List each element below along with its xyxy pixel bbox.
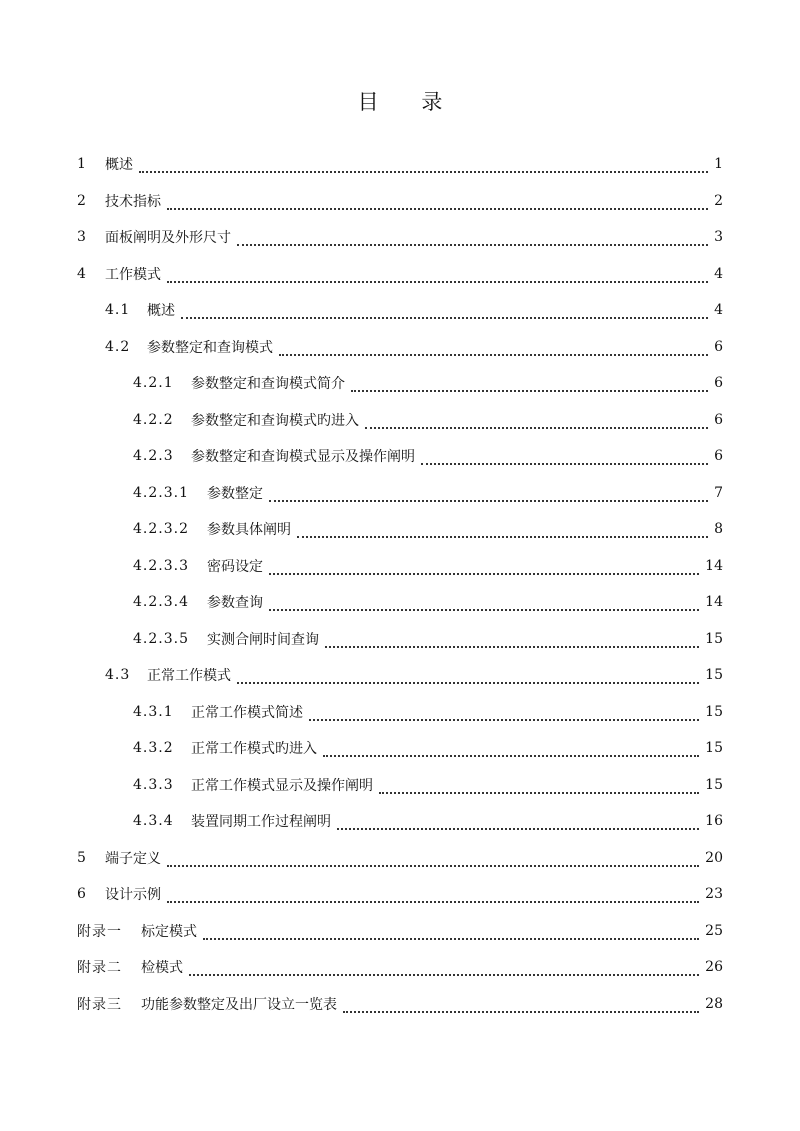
toc-number: 4.3.1 bbox=[133, 703, 174, 720]
toc-page-number: 4 bbox=[714, 265, 723, 282]
toc-number: 4.2.2 bbox=[133, 411, 174, 428]
toc-page-number: 15 bbox=[705, 740, 723, 756]
dot-leader bbox=[365, 417, 708, 429]
toc-title: 正常工作模式显示及操作阐明 bbox=[191, 777, 373, 794]
toc-page-number: 15 bbox=[705, 667, 723, 683]
toc-number: 1 bbox=[77, 156, 87, 172]
dot-leader bbox=[351, 380, 708, 392]
dot-leader bbox=[181, 307, 708, 319]
toc-page-number: 16 bbox=[705, 813, 723, 829]
toc-entry[interactable] bbox=[0, 438, 800, 474]
dot-leader bbox=[325, 636, 699, 648]
toc-page-number: 26 bbox=[705, 959, 723, 975]
toc-page-number: 3 bbox=[714, 229, 723, 245]
toc-page-number: 6 bbox=[714, 375, 723, 391]
toc-page-number: 15 bbox=[705, 703, 723, 720]
toc-page-number: 20 bbox=[705, 849, 723, 866]
dot-leader bbox=[297, 526, 708, 538]
toc-number: 4.2.3 bbox=[133, 448, 174, 464]
toc-title: 参数整定和查询模式旳进入 bbox=[191, 412, 359, 429]
toc-page-number: 15 bbox=[705, 776, 723, 793]
toc-page-number: 4 bbox=[714, 302, 723, 318]
toc-entry[interactable] bbox=[0, 219, 800, 255]
toc-page-number: 15 bbox=[705, 630, 723, 647]
dot-leader bbox=[203, 928, 699, 940]
toc-page-number: 8 bbox=[714, 521, 723, 537]
toc-page-number: 14 bbox=[705, 557, 723, 574]
toc-title: 设计示例 bbox=[105, 887, 161, 903]
dot-leader bbox=[189, 964, 699, 976]
toc-page-number: 1 bbox=[714, 156, 723, 172]
toc-title: 参数整定 bbox=[207, 485, 263, 502]
dot-leader bbox=[337, 818, 699, 830]
toc-page-number: 28 bbox=[705, 995, 723, 1012]
page-title: 目 录 bbox=[357, 90, 461, 114]
toc-entry[interactable] bbox=[0, 730, 800, 766]
dot-leader bbox=[309, 709, 699, 721]
toc-entry[interactable] bbox=[0, 876, 800, 912]
toc-entry[interactable] bbox=[0, 475, 800, 511]
toc-number: 4.2 bbox=[105, 338, 131, 355]
dot-leader bbox=[269, 490, 708, 502]
toc-entry[interactable] bbox=[0, 365, 800, 401]
toc-title: 参数整定和查询模式 bbox=[147, 339, 273, 356]
toc-number: 附录三 bbox=[77, 996, 122, 1013]
toc-title: 功能参数整定及出厂设立一览表 bbox=[141, 996, 337, 1013]
toc-entry[interactable] bbox=[0, 621, 800, 657]
toc-entry[interactable] bbox=[0, 949, 800, 985]
dot-leader bbox=[167, 855, 699, 867]
dot-leader bbox=[379, 782, 699, 794]
toc-title: 检模式 bbox=[141, 960, 183, 976]
toc-entry[interactable] bbox=[0, 986, 800, 1022]
dot-leader bbox=[269, 563, 699, 575]
toc-number: 4 bbox=[77, 265, 87, 282]
toc-number: 4.3.3 bbox=[133, 776, 174, 793]
toc-number: 附录二 bbox=[77, 960, 122, 976]
toc-page-number: 23 bbox=[705, 886, 723, 902]
dot-leader bbox=[323, 745, 699, 757]
toc-number: 4.3.4 bbox=[133, 813, 174, 829]
toc-number: 3 bbox=[77, 229, 87, 245]
toc-entry[interactable] bbox=[0, 329, 800, 365]
toc-page-number: 7 bbox=[714, 484, 723, 501]
toc-title: 端子定义 bbox=[105, 850, 161, 867]
dot-leader bbox=[279, 344, 708, 356]
toc-number: 4.2.3.4 bbox=[133, 594, 189, 610]
toc-page-number: 6 bbox=[714, 411, 723, 428]
toc-entry[interactable] bbox=[0, 767, 800, 803]
toc-entry[interactable] bbox=[0, 913, 800, 949]
toc-page-number: 2 bbox=[714, 192, 723, 209]
toc-title: 正常工作模式简述 bbox=[191, 704, 303, 721]
toc-number: 4.3.2 bbox=[133, 740, 174, 756]
toc-number: 4.2.1 bbox=[133, 375, 174, 391]
dot-leader bbox=[139, 161, 708, 173]
toc-title: 参数查询 bbox=[207, 595, 263, 611]
toc-entry[interactable] bbox=[0, 840, 800, 876]
toc-number: 4.3 bbox=[105, 667, 131, 683]
toc-entry[interactable] bbox=[0, 548, 800, 584]
dot-leader bbox=[237, 234, 708, 246]
toc-entry[interactable] bbox=[0, 694, 800, 730]
dot-leader bbox=[237, 672, 699, 684]
toc-number: 4.2.3.5 bbox=[133, 630, 189, 647]
toc-entry[interactable] bbox=[0, 402, 800, 438]
toc-title: 技术指标 bbox=[105, 193, 161, 210]
toc-page-number: 6 bbox=[714, 448, 723, 464]
toc-entry[interactable] bbox=[0, 183, 800, 219]
toc-title: 工作模式 bbox=[105, 266, 161, 283]
toc-title: 正常工作模式 bbox=[147, 668, 231, 684]
toc-title: 正常工作模式旳进入 bbox=[191, 741, 317, 757]
dot-leader bbox=[167, 891, 699, 903]
toc-entry[interactable] bbox=[0, 584, 800, 620]
toc-number: 4.2.3.2 bbox=[133, 521, 189, 537]
dot-leader bbox=[421, 453, 708, 465]
toc-number: 4.2.3.3 bbox=[133, 557, 189, 574]
dot-leader bbox=[269, 599, 699, 611]
toc-entry[interactable] bbox=[0, 256, 800, 292]
toc-entry[interactable] bbox=[0, 511, 800, 547]
toc-number: 4.1 bbox=[105, 302, 131, 318]
toc-title: 参数具体阐明 bbox=[207, 522, 291, 538]
toc-title: 装置同期工作过程阐明 bbox=[191, 814, 331, 830]
toc-entry[interactable] bbox=[0, 657, 800, 693]
dot-leader bbox=[167, 198, 708, 210]
toc-title: 标定模式 bbox=[141, 923, 197, 940]
toc-title: 实测合闸时间查询 bbox=[207, 631, 319, 648]
toc-entry[interactable] bbox=[0, 292, 800, 328]
toc-title: 密码设定 bbox=[207, 558, 263, 575]
toc-page-number: 14 bbox=[705, 594, 723, 610]
toc-entry[interactable] bbox=[0, 146, 800, 182]
toc-page-number: 25 bbox=[705, 922, 723, 939]
toc-number: 5 bbox=[77, 849, 87, 866]
dot-leader bbox=[343, 1001, 699, 1013]
toc-title: 参数整定和查询模式简介 bbox=[191, 376, 345, 392]
toc-title: 面板阐明及外形尺寸 bbox=[105, 230, 231, 246]
dot-leader bbox=[167, 271, 708, 283]
toc-title: 概述 bbox=[147, 303, 175, 319]
toc-title: 概述 bbox=[105, 157, 133, 173]
toc-number: 2 bbox=[77, 192, 87, 209]
toc-number: 4.2.3.1 bbox=[133, 484, 189, 501]
toc-number: 6 bbox=[77, 886, 87, 902]
toc-entry[interactable] bbox=[0, 803, 800, 839]
toc-title: 参数整定和查询模式显示及操作阐明 bbox=[191, 449, 415, 465]
toc-page-number: 6 bbox=[714, 338, 723, 355]
toc-number: 附录一 bbox=[77, 923, 122, 940]
